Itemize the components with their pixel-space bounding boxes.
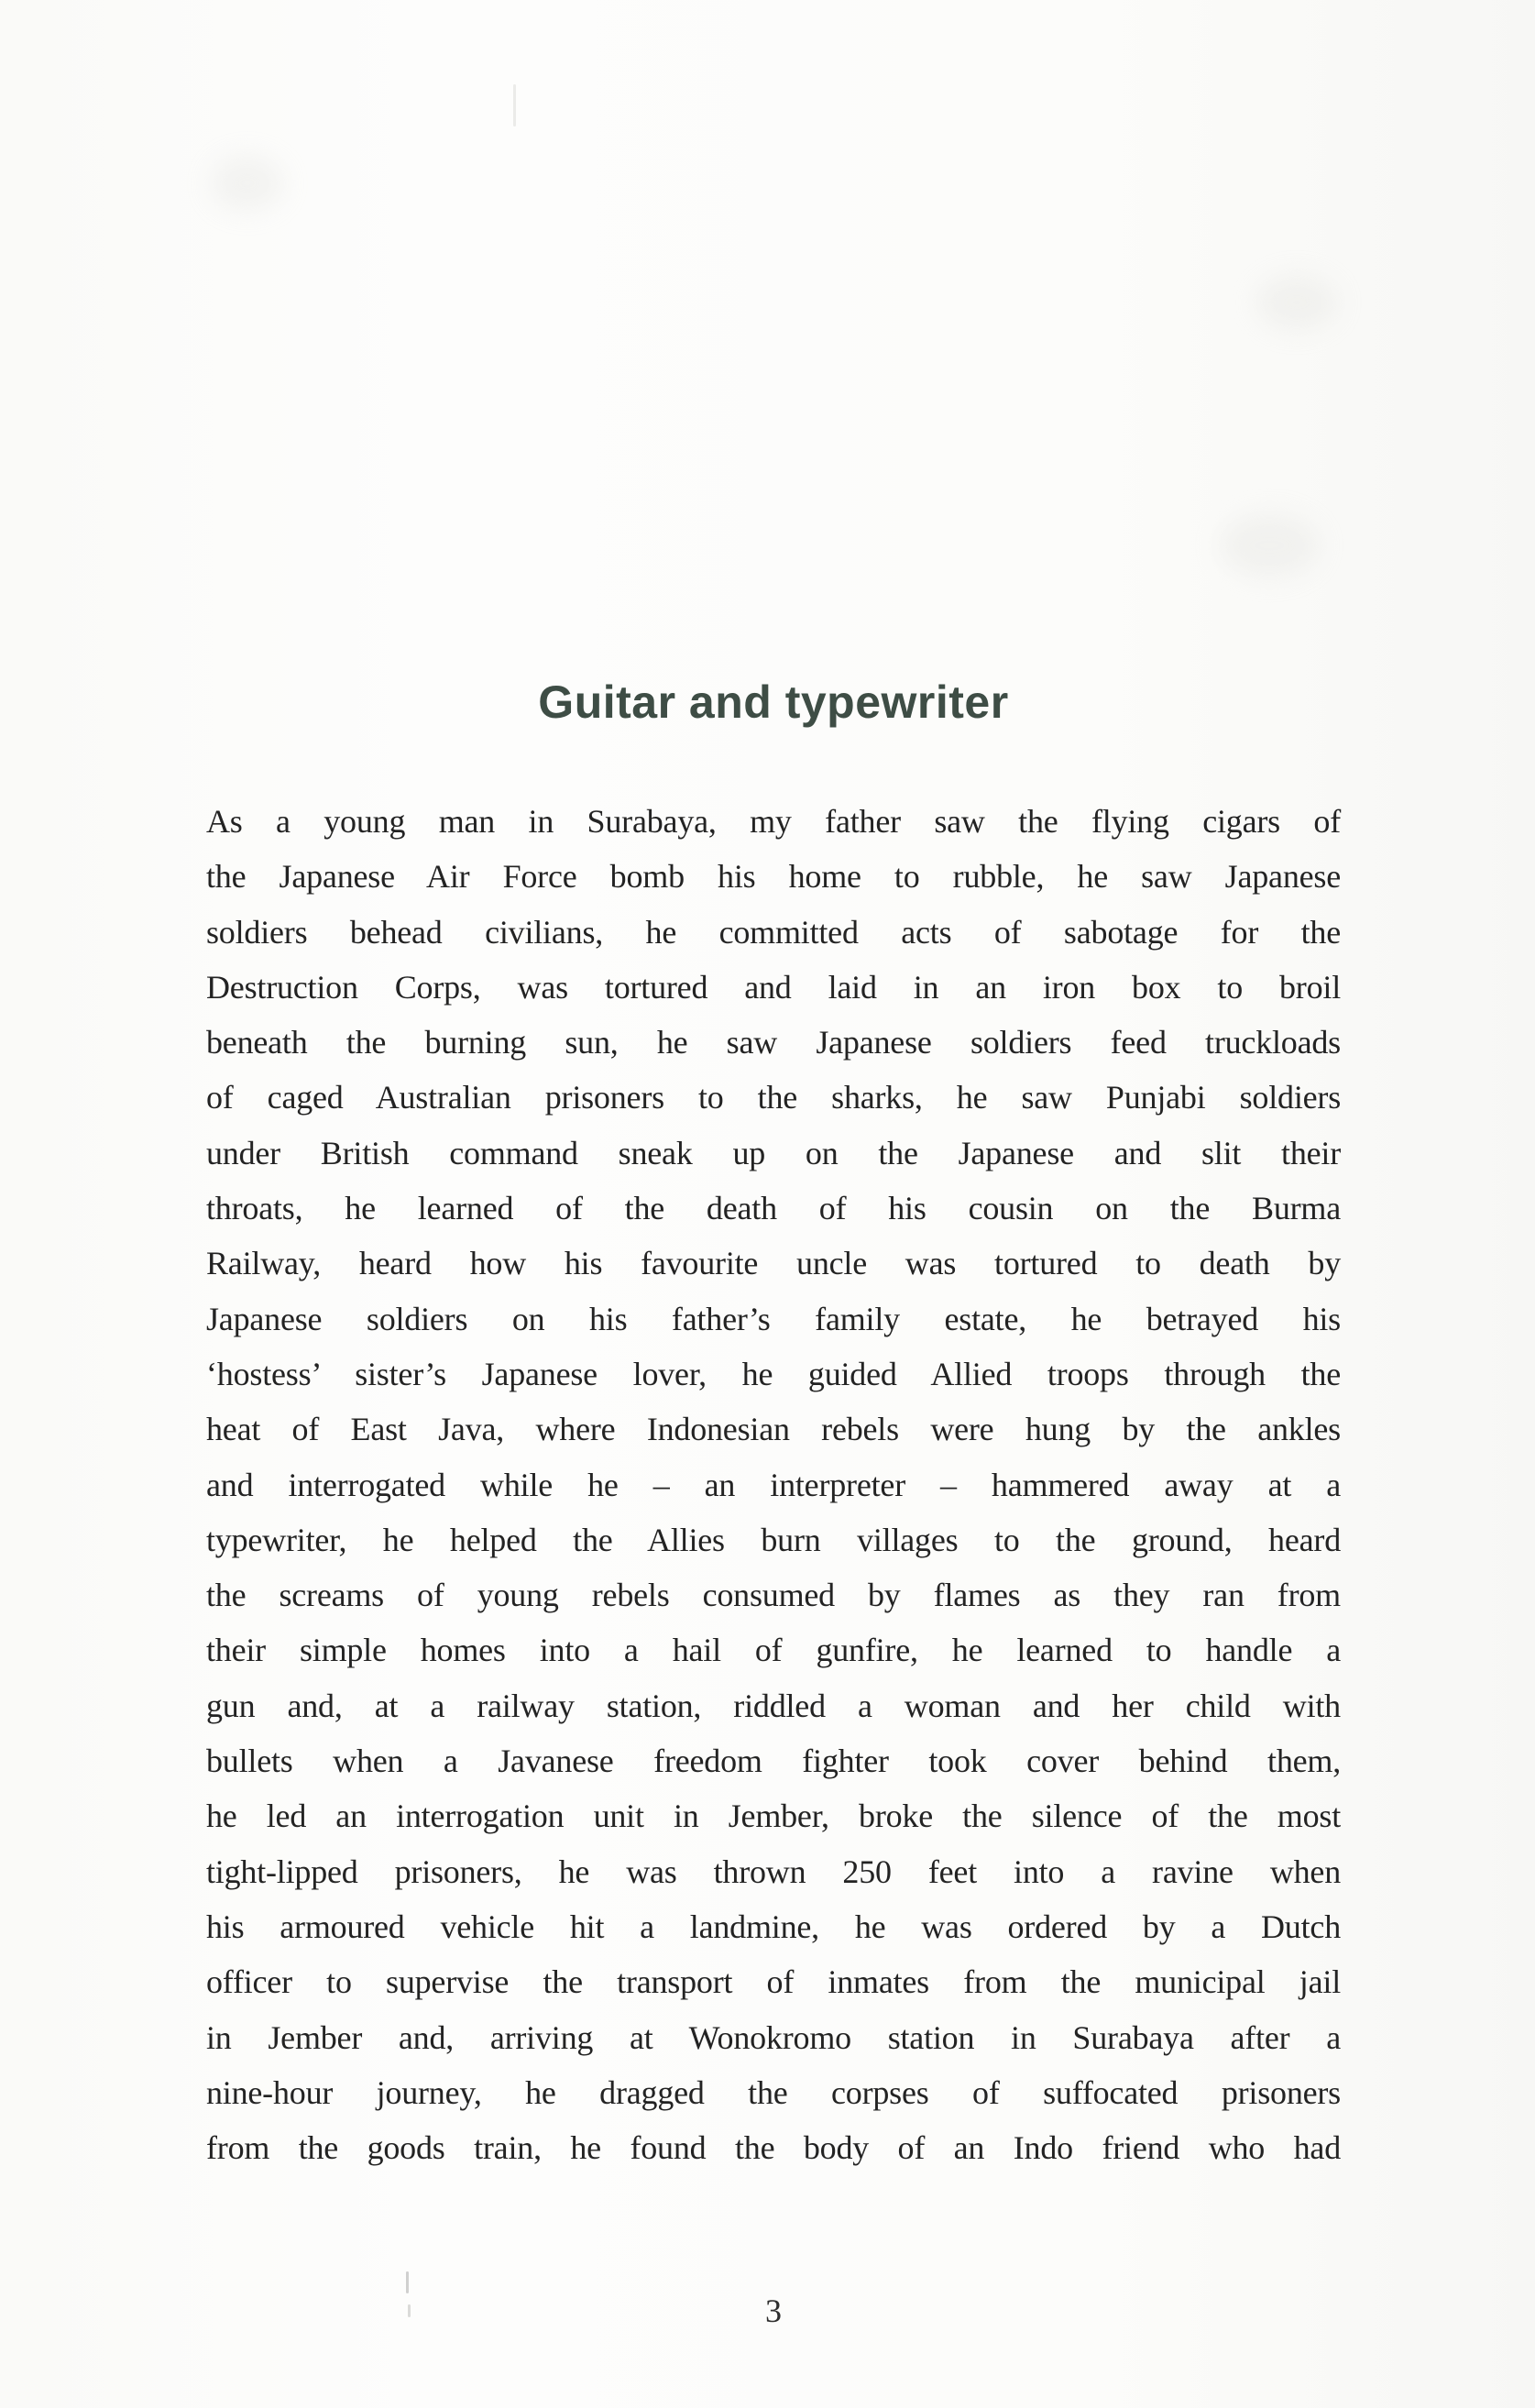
page-number: 3 xyxy=(765,2293,782,2329)
text-line: heat of East Java, where Indonesian rebels were hung by the ankles xyxy=(206,1411,1341,1448)
text-line: under British command sneak up on the Japanese and slit their xyxy=(206,1134,1341,1171)
text-line: in Jember and, arriving at Wonokromo station in Surabaya after a xyxy=(206,2018,1341,2056)
chapter-title: Guitar and typewriter xyxy=(538,676,1009,728)
text-line: the screams of young rebels consumed by flames as they ran from xyxy=(206,1577,1341,1614)
scan-smudge xyxy=(1255,275,1338,330)
text-line: soldiers behead civilians, he committed acts of sabotage for the xyxy=(206,913,1341,951)
text-line: tight-lipped prisoners, he was thrown 250 feet into a ravine when xyxy=(206,1853,1341,1890)
text-line: the Japanese Air Force bomb his home to rubble, he saw Japanese xyxy=(206,858,1341,896)
text-line: Destruction Corps, was tortured and laid in an iron box to broil xyxy=(206,968,1341,1006)
text-line: officer to supervise the transport of inmates from the municipal jail xyxy=(206,1963,1341,2001)
text-line: gun and, at a railway station, riddled a woman and her child with xyxy=(206,1687,1341,1724)
text-line: and interrogated while he – an interpreter – hammered away at a xyxy=(206,1466,1341,1503)
scan-smudge xyxy=(1219,513,1320,577)
text-line: of caged Australian prisoners to the sharks, he saw Punjabi soldiers xyxy=(206,1079,1341,1116)
text-line: typewriter, he helped the Allies burn villages to the ground, heard xyxy=(206,1521,1341,1558)
text-line: from the goods train, he found the body of an Indo friend who had xyxy=(206,2129,1341,2167)
text-line: bullets when a Javanese freedom fighter took cover behind them, xyxy=(206,1743,1341,1780)
scan-artifact-tick xyxy=(406,2271,409,2293)
scan-artifact-line xyxy=(513,84,516,126)
text-line: ‘hostess’ sister’s Japanese lover, he guided Allied troops through the xyxy=(206,1355,1341,1392)
text-line: As a young man in Surabaya, my father saw the flying cigars of xyxy=(206,803,1341,840)
text-line: he led an interrogation unit in Jember, broke the silence of the most xyxy=(206,1798,1341,1835)
body-paragraph xyxy=(206,794,1341,2175)
text-line: Railway, heard how his favourite uncle was tortured to death by xyxy=(206,1245,1341,1282)
text-line: throats, he learned of the death of his cousin on the Burma xyxy=(206,1190,1341,1227)
text-line: nine-hour journey, he dragged the corpses of suffocated prisoners xyxy=(206,2073,1341,2111)
scan-smudge xyxy=(211,156,284,211)
text-line: beneath the burning sun, he saw Japanese soldiers feed truckloads xyxy=(206,1024,1341,1061)
text-line: their simple homes into a hail of gunfire, he learned to handle a xyxy=(206,1632,1341,1669)
text-line: Japanese soldiers on his father’s family estate, he betrayed his xyxy=(206,1300,1341,1337)
text-line: his armoured vehicle hit a landmine, he was ordered by a Dutch xyxy=(206,1908,1341,1945)
